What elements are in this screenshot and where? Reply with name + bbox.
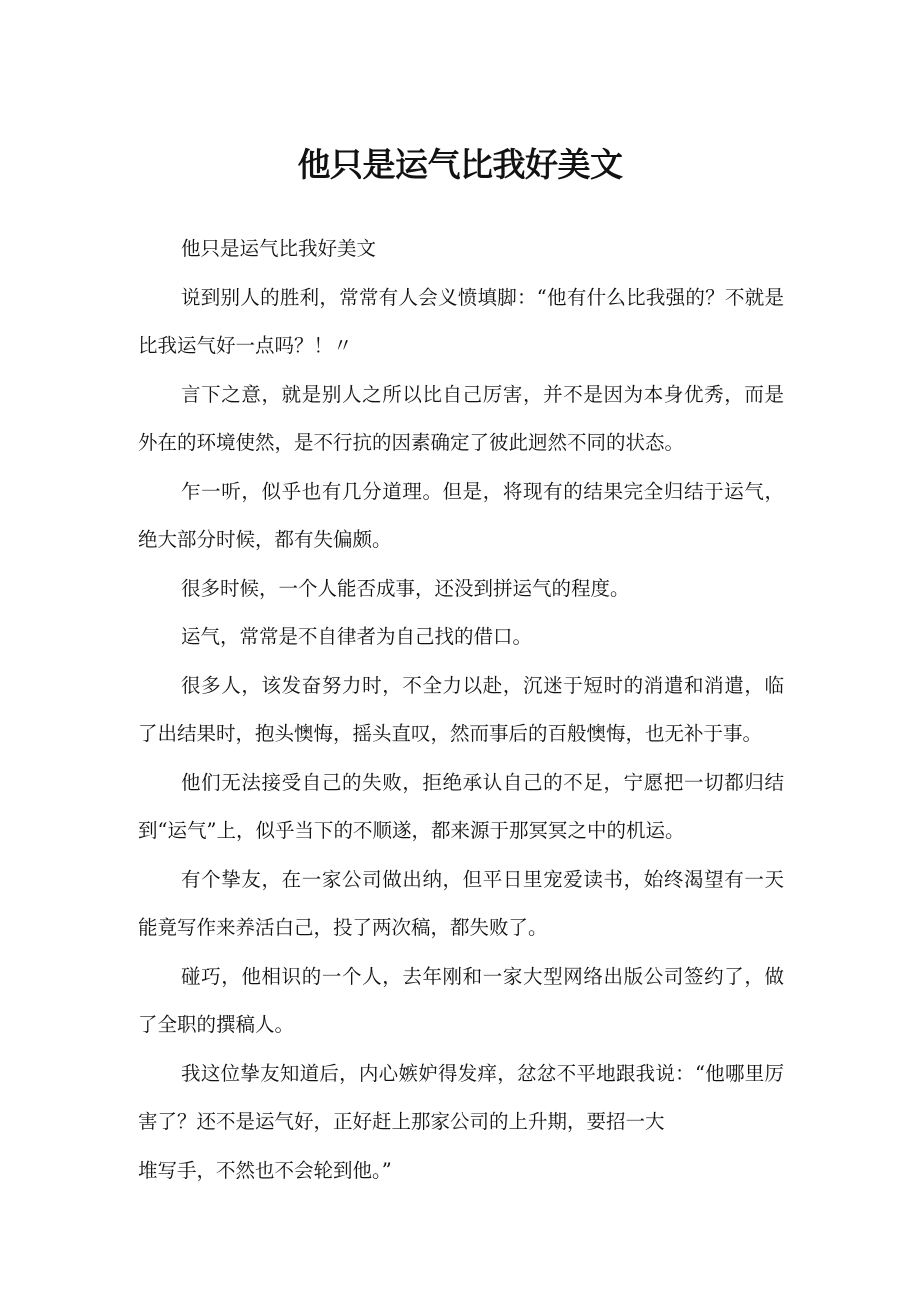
paragraph: 乍一听，似乎也有几分道理。但是，将现有的结果完全归结于运气，绝大部分时候，都有失偏颇。 (138, 479, 784, 551)
paragraph: 有个挚友，在一家公司做出纳，但平日里宠爱读书，始终渴望有一天能竟写作来养活白己，投了两次稿，都失败了。 (138, 867, 784, 939)
paragraph: 很多人，该发奋努力时，不全力以赴，沉迷于短时的消遣和消遣，临了出结果时，抱头懊悔，摇头直叹，然而事后的百般懊悔，也无补于事。 (138, 673, 784, 745)
document-body (138, 225, 784, 1195)
document-title: 他只是运气比我好美文 (297, 145, 623, 184)
paragraph: 他们无法接受自己的失败，拒绝承认自己的不足，宁愿把一切都归结到“运气”上，似乎当下的不顺遂，都来源于那冥冥之中的机运。 (138, 770, 784, 842)
paragraph-subtitle: 他只是运气比我好美文 (181, 237, 377, 260)
paragraph: 我这位挚友知道后，内心嫉妒得发痒，忿忿不平地跟我说：“他哪里厉害了？还不是运气好，正好赶上那家公司的上升期，要招一大 (138, 1061, 784, 1133)
paragraph: 说到别人的胜利，常常有人会义愤填脚：“他有什么比我强的？不就是比我运气好一点吗？！〃 (138, 285, 784, 357)
paragraph: 很多时候，一个人能否成事，还没到拼运气的程度。 (181, 576, 630, 600)
paragraph: 碰巧，他相识的一个人，去年刚和一家大型网络出版公司签约了，做了全职的撰稿人。 (138, 964, 784, 1036)
paragraph: 言下之意，就是别人之所以比自己厉害，并不是因为本身优秀，而是外在的环境使然，是不行抗的因素确定了彼此迥然不同的状态。 (138, 382, 784, 454)
paragraph-continuation: 堆写手，不然也不会轮到他。” (138, 1158, 392, 1182)
paragraph: 运气，常常是不自律者为自己找的借口。 (181, 625, 533, 648)
